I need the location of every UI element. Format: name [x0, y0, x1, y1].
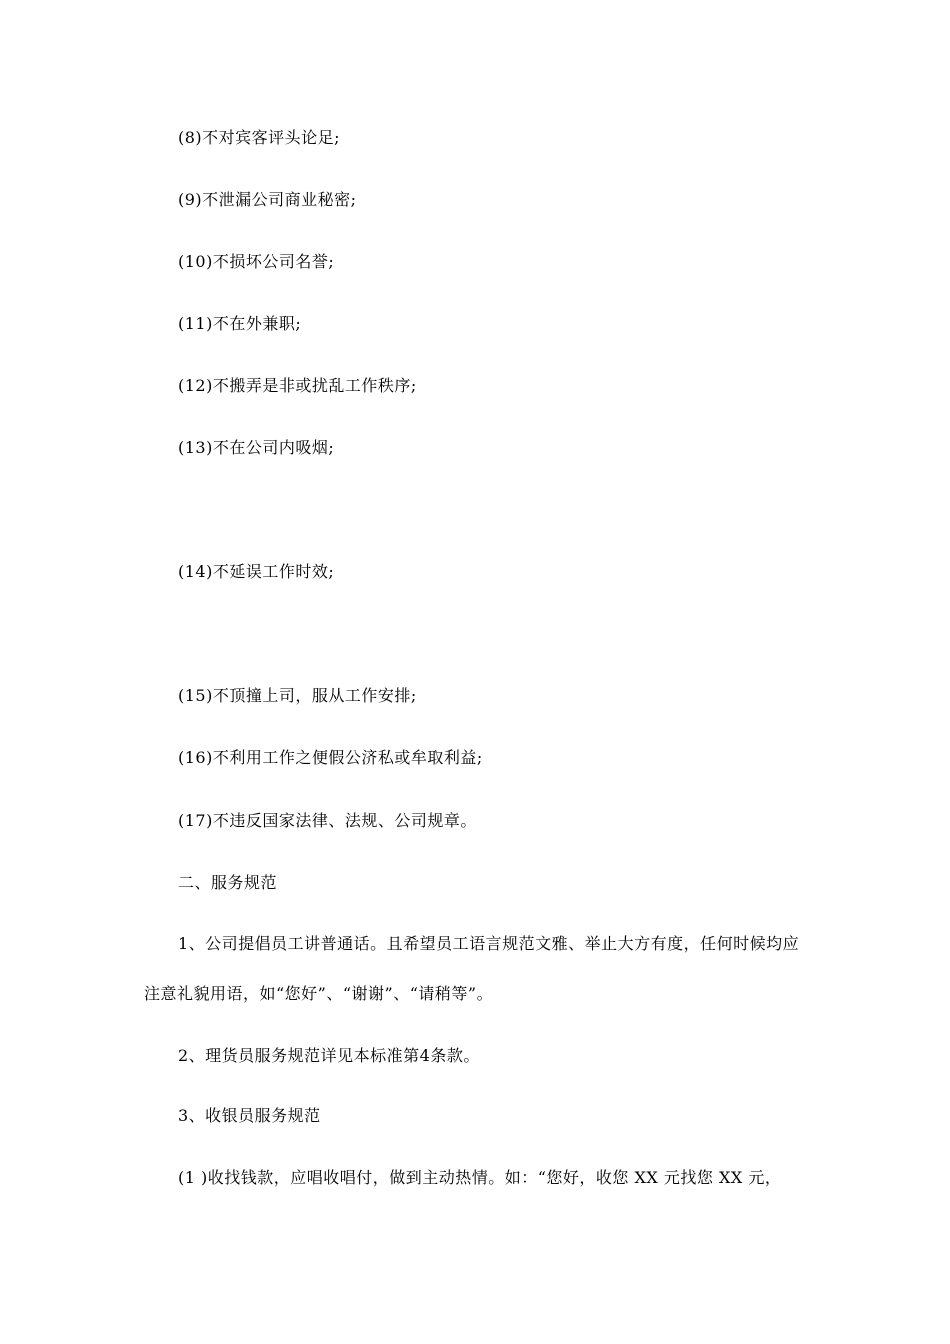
paragraph-1-line-2: 注意礼貌用语，如“您好”、“谢谢”、“请稍等”。: [144, 984, 494, 1003]
rule-item-13: (13)不在公司内吸烟;: [178, 438, 335, 457]
rule-item-11: (11)不在外兼职;: [178, 314, 302, 333]
rule-item-15: (15)不顶撞上司，服从工作安排;: [178, 686, 417, 705]
rule-item-8: (8)不对宾客评头论足;: [178, 128, 341, 147]
paragraph-2: 2、理货员服务规范详见本标准第4条款。: [178, 1046, 480, 1065]
rule-item-12: (12)不搬弄是非或扰乱工作秩序;: [178, 376, 417, 395]
rule-item-9: (9)不泄漏公司商业秘密;: [178, 190, 357, 209]
paragraph-1-line-1: 1、公司提倡员工讲普通话。且希望员工语言规范文雅、举止大方有度，任何时候均应: [178, 934, 800, 953]
paragraph-3: 3、收银员服务规范: [178, 1106, 321, 1125]
rule-item-10: (10)不损坏公司名誉;: [178, 252, 335, 271]
rule-item-16: (16)不利用工作之便假公济私或牟取利益;: [178, 748, 483, 767]
paragraph-4: (1 )收找钱款，应唱收唱付，做到主动热情。如：“您好，收您 XX 元找您 XX 元，: [178, 1168, 782, 1187]
rule-item-17: (17)不违反国家法律、法规、公司规章。: [178, 811, 477, 830]
rule-item-14: (14)不延误工作时效;: [178, 562, 335, 581]
section-heading: 二、服务规范: [178, 873, 278, 892]
